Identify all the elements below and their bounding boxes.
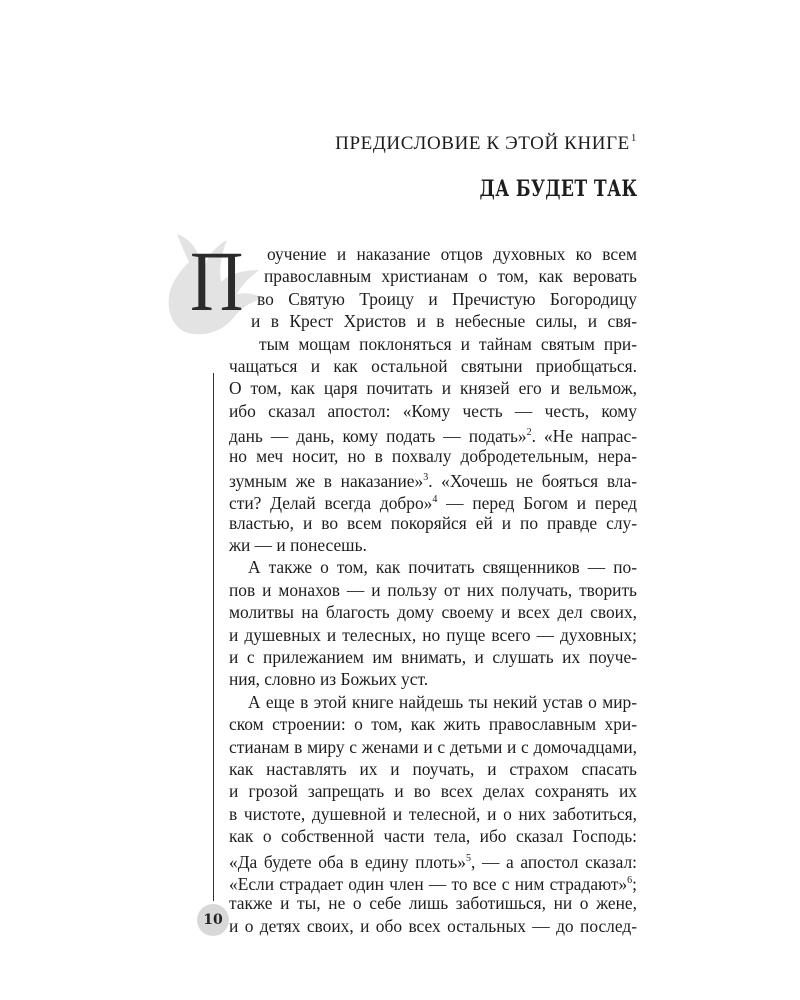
text-line: в чистоте, душевной и телесной, и о них заботиться, — [229, 803, 637, 824]
page-number: 10 — [203, 912, 223, 928]
drop-cap-letter: П — [190, 233, 244, 329]
text-line: А еще в этой книге найдешь ты некий устав о мир- — [248, 691, 637, 712]
text-line: пов и монахов — и пользу от них получать, творить — [229, 579, 637, 600]
text-fragment: , — а апостол сказал: — [470, 851, 638, 872]
text-line: молитвы на благость дому своему и всех дел своих, — [229, 602, 637, 623]
text-line: как о собственной части тела, ибо сказал Господь: — [229, 826, 637, 847]
text-line: оучение и наказание отцов духовных ко всем — [267, 244, 637, 264]
text-line: во Святую Троицу и Пречистую Богородицу — [257, 288, 637, 309]
footnote-mark: 3 — [423, 471, 429, 483]
footnote-mark: 2 — [526, 427, 532, 439]
text-line — [229, 422, 637, 447]
text-fragment: зумным же в наказание» — [229, 470, 424, 491]
text-line: и с прилежанием им внимать, и слушать их поуче- — [229, 647, 637, 668]
text-line — [229, 870, 637, 892]
text-line: и душевных и телесных, но пуще всего — духовных; — [229, 624, 637, 645]
text-line — [229, 467, 637, 489]
text-line: но меч носит, но в похвалу добродетельным, нера- — [229, 445, 637, 466]
text-fragment: сти? Делай всегда добро» — [229, 493, 433, 514]
text-line — [229, 848, 637, 870]
text-fragment: — перед Богом и перед — [437, 493, 637, 514]
text-line: также и ты, не о себе лишь заботишься, ни о жене, — [229, 893, 637, 914]
text-line: как наставлять их и поучать, и страхом спасать — [229, 758, 637, 779]
footnote-mark: 5 — [465, 852, 471, 864]
text-line: О том, как царя почитать и князей его и вельмож, — [229, 378, 637, 399]
text-fragment: «Если страдает один член — то все с ним страдают» — [229, 873, 628, 894]
preface-footnote-mark: 1 — [630, 132, 637, 144]
text-line: А также о том, как почитать священников — по- — [248, 557, 637, 578]
preface-heading — [335, 132, 637, 155]
page-number-badge — [197, 904, 229, 936]
text-line: властью, и во всем покоряйся ей и по правде слу- — [229, 512, 637, 533]
body-text — [229, 243, 637, 937]
text-line: ском строении: о том, как жить православным хри- — [229, 714, 637, 735]
text-fragment: . «Не напрас- — [531, 426, 637, 447]
text-line: и в Крест Христов и в небесные силы, и свя- — [251, 311, 637, 332]
text-fragment: . «Хочешь не бояться вла- — [428, 470, 637, 491]
text-fragment: ; — [632, 873, 637, 894]
text-line: и о детях своих, и обо всех остальных — до послед- — [229, 915, 637, 936]
footnote-mark: 4 — [432, 494, 438, 506]
preface-title: ПРЕДИСЛОВИЕ К ЭТОЙ КНИГЕ — [335, 133, 630, 154]
text-line: православным христианам о том, как веровать — [264, 266, 637, 287]
text-line: и грозой запрещать и во всех делах сохранять их — [229, 781, 637, 802]
text-line: тым мощам поклоняться и тайнам святым при- — [259, 333, 637, 354]
text-fragment: «Да будете оба в едину плоть» — [229, 851, 466, 872]
text-line: ния, словно из Божьих уст. — [229, 669, 429, 690]
text-line: жи — и понесешь. — [229, 535, 367, 556]
text-line: чащаться и как остальной святыни приобщаться. — [229, 355, 637, 376]
margin-rule — [213, 373, 214, 901]
footnote-mark: 6 — [627, 874, 633, 886]
text-fragment: дань — дань, кому подать — подать» — [229, 426, 527, 447]
chapter-title: ДА БУДЕТ ТАК — [479, 176, 637, 202]
text-line — [229, 489, 637, 514]
text-line: стианам в миру с женами и с детьми и с домочадцами, — [229, 736, 637, 757]
text-line: ибо сказал апостол: «Кому честь — честь, кому — [229, 400, 637, 421]
